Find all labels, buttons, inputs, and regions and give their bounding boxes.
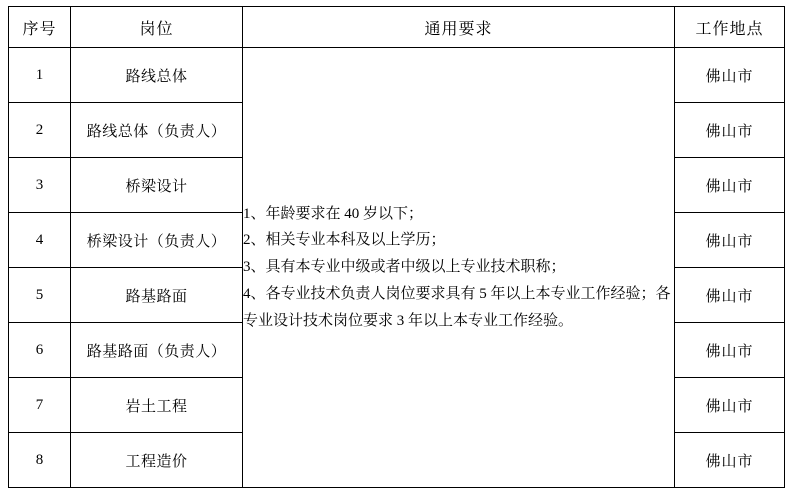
requirement-line-2: 2、相关专业本科及以上学历； [243, 232, 446, 249]
row-seq: 2 [9, 103, 71, 158]
row-location: 佛山市 [675, 158, 785, 213]
row-position: 路线总体（负责人） [71, 103, 243, 158]
row-position: 路基路面（负责人） [71, 323, 243, 378]
row-position: 路线总体 [71, 48, 243, 103]
row-seq: 3 [9, 158, 71, 213]
row-position: 岩土工程 [71, 378, 243, 433]
row-seq: 1 [9, 48, 71, 103]
row-location: 佛山市 [675, 48, 785, 103]
row-position: 桥梁设计 [71, 158, 243, 213]
header-location: 工作地点 [675, 7, 785, 48]
header-requirements: 通用要求 [243, 7, 675, 48]
row-location: 佛山市 [675, 268, 785, 323]
row-location: 佛山市 [675, 213, 785, 268]
row-position: 路基路面 [71, 268, 243, 323]
table-row [9, 48, 785, 103]
row-location: 佛山市 [675, 103, 785, 158]
table-body [9, 48, 785, 488]
row-position: 桥梁设计（负责人） [71, 213, 243, 268]
row-seq: 8 [9, 433, 71, 488]
job-requirements-table [8, 6, 785, 488]
requirements-text [243, 201, 674, 334]
requirement-line-1: 1、年龄要求在 40 岁以下； [243, 205, 424, 222]
requirements-cell [243, 48, 675, 488]
table-header-row [9, 7, 785, 48]
requirement-line-4: 4、各专业技术负责人岗位要求具有 5 年以上本专业工作经验；各专业设计技术岗位要求 3 年以上本专业工作经验。 [243, 285, 671, 329]
header-seq: 序号 [9, 7, 71, 48]
row-location: 佛山市 [675, 323, 785, 378]
row-seq: 5 [9, 268, 71, 323]
row-location: 佛山市 [675, 378, 785, 433]
header-position: 岗位 [71, 7, 243, 48]
row-location: 佛山市 [675, 433, 785, 488]
table-header [9, 7, 785, 48]
requirement-line-3: 3、具有本专业中级或者中级以上专业技术职称； [243, 259, 566, 276]
row-position: 工程造价 [71, 433, 243, 488]
row-seq: 4 [9, 213, 71, 268]
row-seq: 6 [9, 323, 71, 378]
row-seq: 7 [9, 378, 71, 433]
